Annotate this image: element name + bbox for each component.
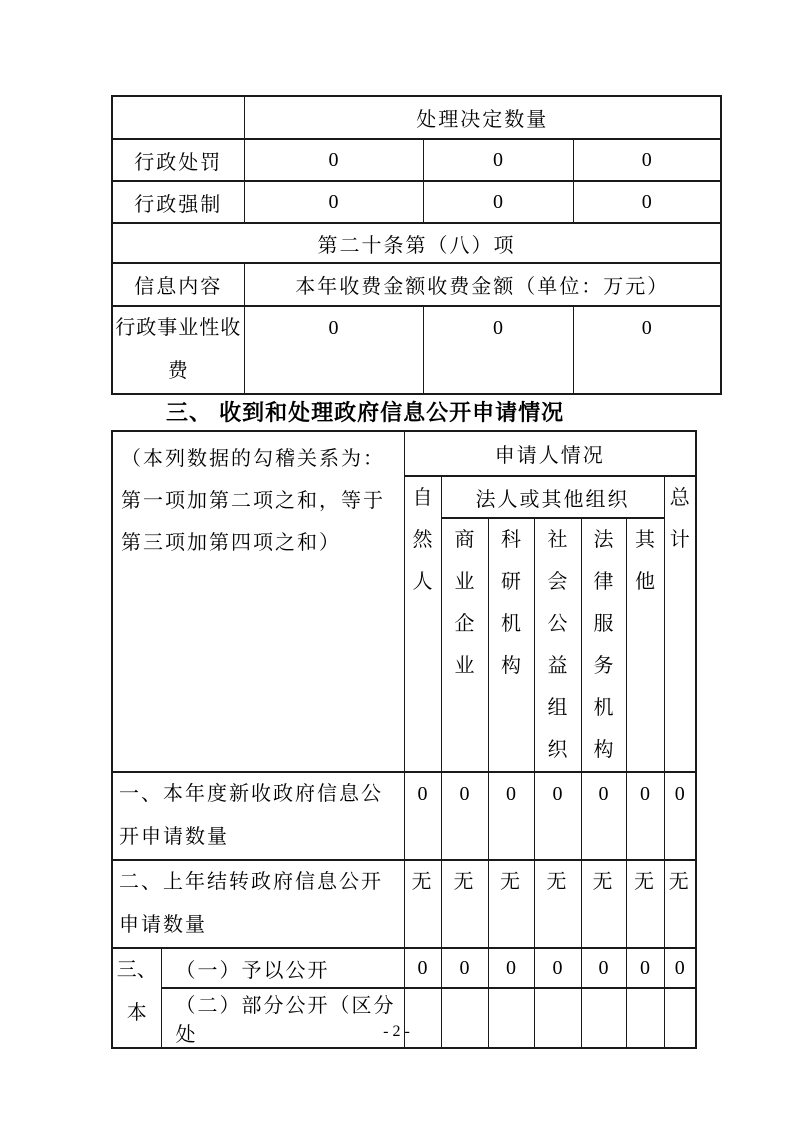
row3-group-label-cell: 三、本 <box>112 948 161 1048</box>
row2-label-cell: 二、上年结转政府信息公开申请数量 <box>112 860 404 948</box>
row1-value-cell: 0 <box>441 772 488 860</box>
row3-sub1-value-cell: 0 <box>488 948 534 988</box>
processing-decisions-table <box>111 95 722 395</box>
admin-fee-value-cell: 0 <box>573 306 721 394</box>
coercion-label-cell: 行政强制 <box>112 181 244 223</box>
row2-value-cell: 无 <box>404 860 441 948</box>
penalty-value-cell: 0 <box>573 139 721 181</box>
row3-sub1-value-cell: 0 <box>626 948 664 988</box>
coercion-value-cell: 0 <box>423 181 573 223</box>
section-3-heading: 三、 收到和处理政府信息公开申请情况 <box>166 400 565 425</box>
table-row <box>112 860 696 948</box>
row2-value-cell: 无 <box>664 860 696 948</box>
row1-value-cell: 0 <box>488 772 534 860</box>
table-row <box>112 139 721 181</box>
row3-sub1-value-cell: 0 <box>534 948 581 988</box>
row2-value-cell: 无 <box>488 860 534 948</box>
admin-fee-label-cell: 行政事业性收费 <box>112 306 244 394</box>
row2-value-cell: 无 <box>626 860 664 948</box>
row2-value-cell: 无 <box>534 860 581 948</box>
row1-value-cell: 0 <box>664 772 696 860</box>
row1-value-cell: 0 <box>534 772 581 860</box>
row3-sub2-label-cell: （二）部分公开（区分处 <box>161 988 404 1048</box>
admin-fee-value-cell: 0 <box>244 306 423 394</box>
coercion-value-cell: 0 <box>244 181 423 223</box>
info-content-label-cell: 信息内容 <box>112 263 244 306</box>
fee-amount-header-cell: 本年收费金额收费金额（单位：万元） <box>244 263 721 306</box>
row3-sub1-value-cell: 0 <box>664 948 696 988</box>
table-row <box>112 96 721 139</box>
penalty-value-cell: 0 <box>244 139 423 181</box>
admin-fee-value-cell: 0 <box>423 306 573 394</box>
row3-sub1-label-cell: （一）予以公开 <box>161 948 404 988</box>
col-header-legal-service-org: 法律服务机构 <box>581 518 626 772</box>
col-header-natural-person: 自然人 <box>404 476 441 772</box>
page-number: - 2 - <box>383 1023 410 1040</box>
applicant-header-cell: 申请人情况 <box>404 431 696 476</box>
col-header-total: 总计 <box>664 476 696 772</box>
decisions-header-cell: 处理决定数量 <box>244 96 721 139</box>
col-header-commercial-enterprise: 商业企业 <box>441 518 488 772</box>
reconciliation-note-cell: （本列数据的勾稽关系为：第一项加第二项之和，等于第三项加第四项之和） <box>112 431 404 772</box>
row1-value-cell: 0 <box>404 772 441 860</box>
row3-sub1-value-cell: 0 <box>581 948 626 988</box>
col-header-research-institution: 科研机构 <box>488 518 534 772</box>
table-row <box>112 263 721 306</box>
applications-table <box>111 430 697 1049</box>
row1-label-cell: 一、本年度新收政府信息公开申请数量 <box>112 772 404 860</box>
row3-sub1-value-cell: 0 <box>441 948 488 988</box>
article-20-item-8-cell: 第二十条第（八）项 <box>112 223 721 263</box>
row2-value-cell: 无 <box>581 860 626 948</box>
row1-value-cell: 0 <box>581 772 626 860</box>
penalty-value-cell: 0 <box>423 139 573 181</box>
table-row <box>112 948 696 988</box>
corner-blank-cell <box>112 96 244 139</box>
table-row <box>112 431 696 476</box>
table-row <box>112 181 721 223</box>
col-header-legal-org-group: 法人或其他组织 <box>441 476 664 518</box>
table-row <box>112 306 721 394</box>
col-header-other: 其他 <box>626 518 664 772</box>
coercion-value-cell: 0 <box>573 181 721 223</box>
penalty-label-cell: 行政处罚 <box>112 139 244 181</box>
row2-value-cell: 无 <box>441 860 488 948</box>
table-row <box>112 772 696 860</box>
col-header-public-welfare-org: 社会公益组织 <box>534 518 581 772</box>
row1-value-cell: 0 <box>626 772 664 860</box>
table-row <box>112 223 721 263</box>
row3-sub1-value-cell: 0 <box>404 948 441 988</box>
